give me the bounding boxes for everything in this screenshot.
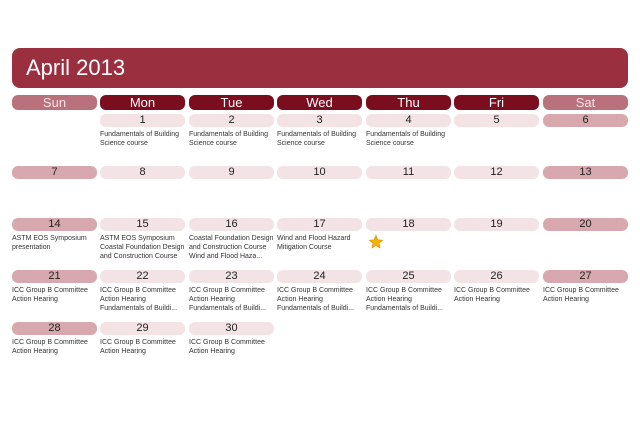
- day-number: 12: [454, 166, 539, 179]
- event-text[interactable]: ICC Group B Committee: [100, 339, 176, 346]
- event-text[interactable]: Science course: [277, 140, 325, 147]
- event-list: [189, 234, 284, 261]
- event-text[interactable]: presentation: [12, 244, 51, 251]
- day-number: 29: [100, 322, 185, 335]
- event-text[interactable]: Action Hearing: [189, 296, 235, 303]
- day-number: 17: [277, 218, 362, 231]
- event-text[interactable]: Science course: [100, 140, 148, 147]
- event-list: [12, 286, 107, 304]
- event-text[interactable]: ICC Group B Committee: [454, 287, 530, 294]
- event-text[interactable]: Fundamentals of Building: [100, 131, 179, 138]
- day-number: 1: [100, 114, 185, 127]
- calendar-header: [12, 48, 628, 88]
- event-text[interactable]: and Construction Course: [100, 253, 178, 260]
- event-list: [366, 286, 461, 313]
- event-text[interactable]: Action Hearing: [100, 296, 146, 303]
- dow-header-wed: Wed: [277, 95, 362, 110]
- day-number: 4: [366, 114, 451, 127]
- event-text[interactable]: ICC Group B Committee: [12, 287, 88, 294]
- day-number: 7: [12, 166, 97, 179]
- calendar-title: April 2013: [26, 55, 126, 80]
- dow-header-thu: Thu: [366, 95, 451, 110]
- event-text[interactable]: Action Hearing: [189, 348, 235, 355]
- day-number: 3: [277, 114, 362, 127]
- event-text[interactable]: Coastal Foundation Design: [189, 235, 274, 242]
- event-list: [189, 130, 284, 148]
- event-text[interactable]: Action Hearing: [100, 348, 146, 355]
- day-number: 19: [454, 218, 539, 231]
- event-text[interactable]: Action Hearing: [454, 296, 500, 303]
- day-number: 28: [12, 322, 97, 335]
- day-number: 15: [100, 218, 185, 231]
- dow-header-fri: Fri: [454, 95, 539, 110]
- event-text[interactable]: Action Hearing: [366, 296, 412, 303]
- event-text[interactable]: Fundamentals of Building: [277, 131, 356, 138]
- event-text[interactable]: ICC Group B Committee: [12, 339, 88, 346]
- day-number: 2: [189, 114, 274, 127]
- event-list: [543, 286, 638, 304]
- day-number: 9: [189, 166, 274, 179]
- day-number: 21: [12, 270, 97, 283]
- event-text[interactable]: Science course: [189, 140, 237, 147]
- event-text[interactable]: ASTM EOS Symposium: [100, 235, 175, 242]
- day-number: 13: [543, 166, 628, 179]
- event-text[interactable]: Action Hearing: [543, 296, 589, 303]
- day-number: 10: [277, 166, 362, 179]
- day-number: 24: [277, 270, 362, 283]
- event-list: [454, 286, 549, 304]
- star-icon: [368, 234, 384, 250]
- event-text[interactable]: Fundamentals of Buildi...: [189, 305, 267, 312]
- day-number: 11: [366, 166, 451, 179]
- day-number: 30: [189, 322, 274, 335]
- day-number: 22: [100, 270, 185, 283]
- dow-header-sun: Sun: [12, 95, 97, 110]
- event-list: [277, 286, 372, 313]
- event-list: [189, 338, 284, 356]
- event-text[interactable]: ASTM EOS Symposium: [12, 235, 87, 242]
- event-list: [277, 130, 372, 148]
- event-list: [12, 234, 107, 252]
- event-text[interactable]: ICC Group B Committee: [189, 339, 265, 346]
- event-text[interactable]: Fundamentals of Buildi...: [277, 305, 355, 312]
- event-list: [100, 338, 195, 356]
- event-text[interactable]: Fundamentals of Buildi...: [366, 305, 444, 312]
- event-list: [12, 338, 107, 356]
- day-number: 16: [189, 218, 274, 231]
- event-text[interactable]: and Construction Course: [189, 244, 267, 251]
- event-list: [277, 234, 372, 252]
- dow-header-mon: Mon: [100, 95, 185, 110]
- event-list: [100, 286, 195, 313]
- event-text[interactable]: Mitigation Course: [277, 244, 332, 251]
- event-list: [100, 234, 195, 261]
- day-number: 25: [366, 270, 451, 283]
- event-list: [189, 286, 284, 313]
- event-text[interactable]: Science course: [366, 140, 414, 147]
- event-text[interactable]: ICC Group B Committee: [543, 287, 619, 294]
- day-number: 18: [366, 218, 451, 231]
- event-text[interactable]: Fundamentals of Building: [366, 131, 445, 138]
- event-text[interactable]: Action Hearing: [12, 296, 58, 303]
- event-text[interactable]: Fundamentals of Buildi...: [100, 305, 178, 312]
- event-text[interactable]: ICC Group B Committee: [100, 287, 176, 294]
- day-number: 8: [100, 166, 185, 179]
- event-text[interactable]: ICC Group B Committee: [366, 287, 442, 294]
- day-number: 23: [189, 270, 274, 283]
- event-text[interactable]: ICC Group B Committee: [277, 287, 353, 294]
- event-text[interactable]: Coastal Foundation Design: [100, 244, 185, 251]
- day-number: 5: [454, 114, 539, 127]
- day-number: 14: [12, 218, 97, 231]
- event-text[interactable]: Wind and Flood Haza...: [189, 253, 263, 260]
- day-number: 20: [543, 218, 628, 231]
- day-number: 6: [543, 114, 628, 127]
- event-text[interactable]: Wind and Flood Hazard: [277, 235, 351, 242]
- event-list: [366, 130, 461, 148]
- event-text[interactable]: Action Hearing: [12, 348, 58, 355]
- event-text[interactable]: Fundamentals of Building: [189, 131, 268, 138]
- event-list: [100, 130, 195, 148]
- dow-header-tue: Tue: [189, 95, 274, 110]
- day-number: 27: [543, 270, 628, 283]
- dow-header-sat: Sat: [543, 95, 628, 110]
- day-number: 26: [454, 270, 539, 283]
- event-text[interactable]: Action Hearing: [277, 296, 323, 303]
- event-text[interactable]: ICC Group B Committee: [189, 287, 265, 294]
